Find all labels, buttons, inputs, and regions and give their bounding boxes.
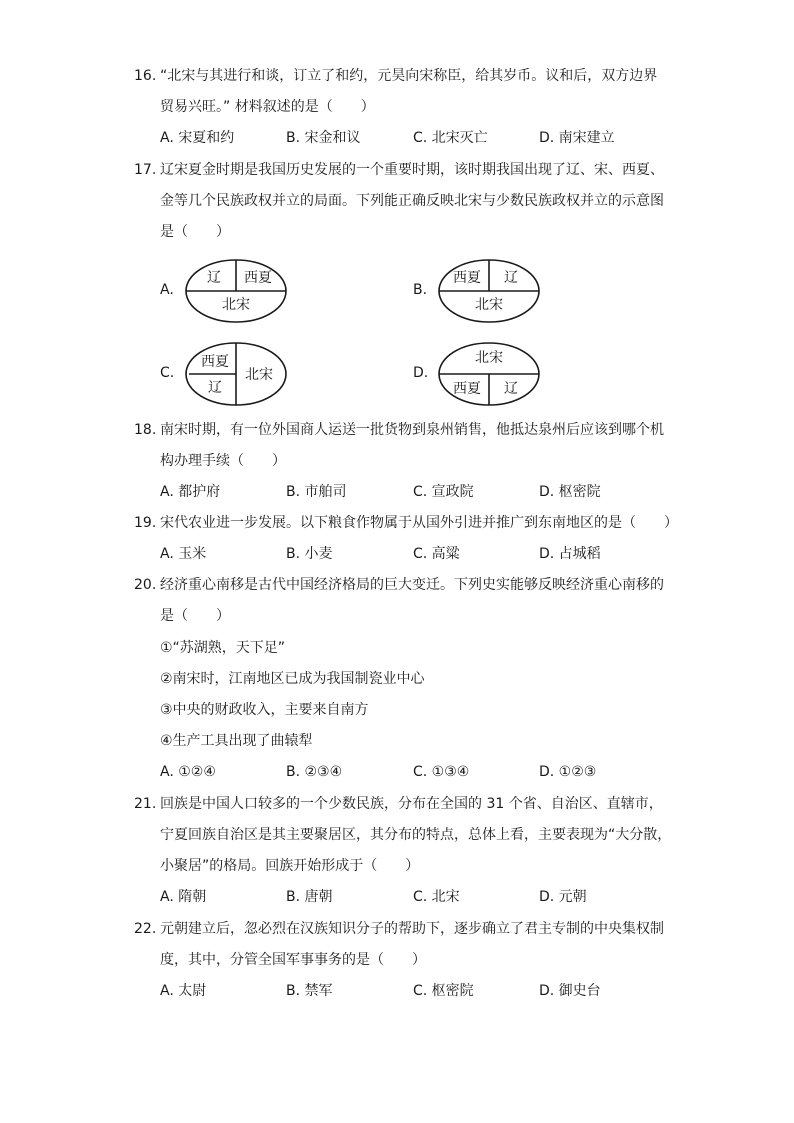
question-text-line: 南宋时期，有一位外国商人运送一批货物到泉州销售，他抵达泉州后应该到哪个机 [160, 422, 664, 438]
option-a[interactable]: A. 太尉 [160, 983, 207, 999]
question-number: 20. [134, 577, 157, 593]
option-d[interactable]: D. 枢密院 [539, 484, 601, 500]
diagram-d-label[interactable]: D. [413, 365, 429, 381]
option-d[interactable]: D. 占城稻 [539, 546, 601, 562]
diagram-b-bottom: 北宋 [475, 297, 503, 313]
diagram-c[interactable] [184, 341, 288, 407]
options-row [160, 544, 680, 564]
question-text-line: 宁夏回族自治区是其主要聚居区，其分布的特点，总体上看，主要表现为“大分散， [160, 827, 672, 843]
diagram-d-bottom-right: 辽 [504, 381, 518, 397]
question-text-line: 贸易兴旺。” 材料叙述的是（ ） [160, 99, 375, 115]
option-b[interactable]: B. 市舶司 [286, 484, 347, 500]
option-a[interactable]: A. 隋朝 [160, 889, 207, 905]
option-a[interactable]: A. ①②④ [160, 764, 216, 780]
question-number: 17. [134, 162, 157, 178]
option-b[interactable]: B. 宋金和议 [286, 130, 361, 146]
question-text-line: 构办理手续（ ） [160, 453, 286, 469]
diagram-b-label[interactable]: B. [413, 282, 428, 298]
question-text-line: 是（ ） [160, 608, 230, 624]
question-text-line: 宋代农业进一步发展。以下粮食作物属于从国外引进并推广到东南地区的是（ ） [160, 515, 678, 531]
diagram-c-left-top: 西夏 [201, 354, 229, 370]
option-d[interactable]: D. 南宋建立 [539, 130, 615, 146]
question-number: 16. [134, 68, 157, 84]
option-c[interactable]: C. 枢密院 [413, 983, 474, 999]
diagram-b-top-right: 辽 [504, 270, 518, 286]
question-text-line: “北宋与其进行和谈，订立了和约，元昊向宋称臣，给其岁币。议和后，双方边界 [160, 68, 658, 84]
option-b[interactable]: B. 禁军 [286, 983, 333, 999]
question-text-line: 度，其中，分管全国军事事务的是（ ） [160, 952, 426, 968]
question-text-line: 辽宋夏金时期是我国历史发展的一个重要时期，该时期我国出现了辽、宋、西夏、 [160, 162, 664, 178]
diagram-a-top-right: 西夏 [244, 270, 272, 286]
diagram-b[interactable] [437, 258, 541, 324]
options-row [160, 762, 680, 782]
options-row [160, 128, 680, 148]
diagram-d-top: 北宋 [475, 350, 503, 366]
option-d[interactable]: D. 御史台 [539, 983, 601, 999]
option-c[interactable]: C. 北宋 [413, 889, 460, 905]
options-row [160, 482, 680, 502]
option-a[interactable]: A. 玉米 [160, 546, 207, 562]
option-b[interactable]: B. 唐朝 [286, 889, 333, 905]
diagram-d-bottom-left: 西夏 [453, 381, 481, 397]
question-number: 18. [134, 422, 157, 438]
statement-1: ①“苏湖熟，天下足” [160, 640, 286, 656]
diagram-a[interactable] [184, 258, 288, 324]
diagram-b-top-left: 西夏 [453, 270, 481, 286]
question-number: 19. [134, 515, 157, 531]
option-a[interactable]: A. 都护府 [160, 484, 221, 500]
options-row [160, 981, 680, 1001]
statement-4: ④生产工具出现了曲辕犁 [160, 733, 313, 749]
diagram-a-bottom: 北宋 [222, 297, 250, 313]
question-number: 22. [134, 921, 157, 937]
question-text-line: 回族是中国人口较多的一个少数民族，分布在全国的 31 个省、自治区、直辖市， [160, 796, 663, 812]
option-c[interactable]: C. ①③④ [413, 764, 470, 780]
question-number: 21. [134, 796, 157, 812]
option-a[interactable]: A. 宋夏和约 [160, 130, 235, 146]
options-row [160, 887, 680, 907]
question-text-line: 是（ ） [160, 224, 230, 240]
option-b[interactable]: B. ②③④ [286, 764, 343, 780]
option-c[interactable]: C. 北宋灭亡 [413, 130, 488, 146]
diagram-c-label[interactable]: C. [160, 365, 175, 381]
option-c[interactable]: C. 宣政院 [413, 484, 474, 500]
question-text-line: 经济重心南移是古代中国经济格局的巨大变迁。下列史实能够反映经济重心南移的 [160, 577, 664, 593]
question-text-line: 金等几个民族政权并立的局面。下列能正确反映北宋与少数民族政权并立的示意图 [160, 193, 664, 209]
statement-3: ③中央的财政收入，主要来自南方 [160, 702, 369, 718]
option-d[interactable]: D. ①②③ [539, 764, 597, 780]
option-d[interactable]: D. 元朝 [539, 889, 587, 905]
statement-2: ②南宋时，江南地区已成为我国制瓷业中心 [160, 671, 425, 687]
diagram-a-label[interactable]: A. [160, 282, 174, 298]
diagram-c-right: 北宋 [245, 367, 273, 383]
question-text-line: 元朝建立后，忽必烈在汉族知识分子的帮助下，逐步确立了君主专制的中央集权制 [160, 921, 664, 937]
question-text-line: 小聚居”的格局。回族开始形成于（ ） [160, 858, 420, 874]
diagram-c-left-bottom: 辽 [208, 380, 222, 396]
diagram-d[interactable] [437, 341, 541, 407]
diagram-a-top-left: 辽 [207, 270, 221, 286]
option-b[interactable]: B. 小麦 [286, 546, 333, 562]
option-c[interactable]: C. 高粱 [413, 546, 460, 562]
